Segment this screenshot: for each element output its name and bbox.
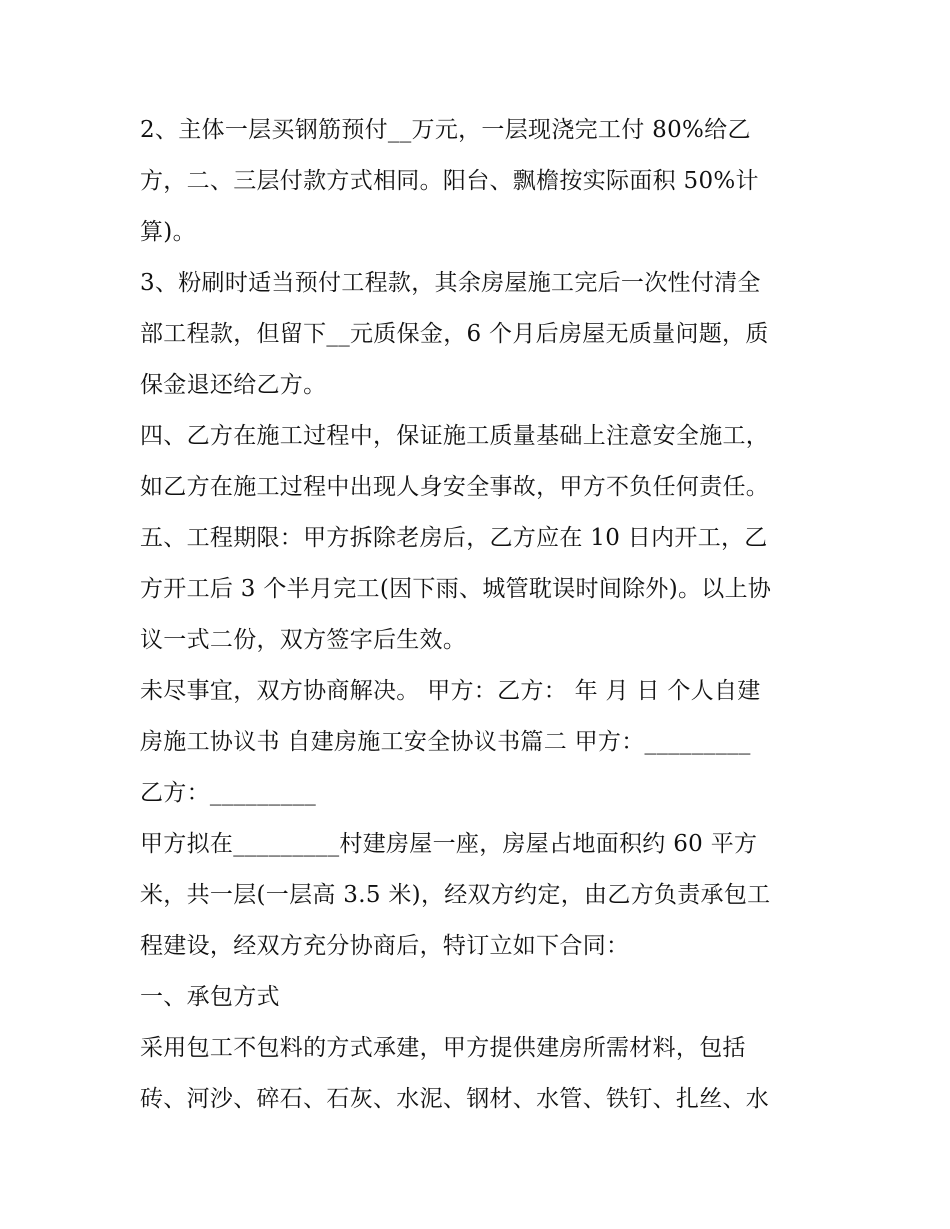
text-line: 五、工程期限：甲方拆除老房后，乙方应在 10 日内开工，乙 [140, 525, 768, 551]
text-line: 议一式二份，双方签字后生效。 [140, 627, 467, 653]
text-line: 采用包工不包料的方式承建，甲方提供建房所需材料，包括 [140, 1035, 746, 1061]
text-line: 程建设，经双方充分协商后，特订立如下合同： [140, 933, 630, 959]
section-heading: 一、承包方式 [140, 984, 280, 1010]
text-line: 米，共一层(一层高 3.5 米)，经双方约定，由乙方负责承包工 [140, 882, 771, 908]
text-line: 四、乙方在施工过程中，保证施工质量基础上注意安全施工， [140, 423, 770, 449]
document-body [140, 105, 830, 1125]
text-line: 乙方：_________ [140, 780, 317, 806]
text-line: 2、主体一层买钢筋预付__万元，一层现浇完工付 80%给乙 [140, 117, 751, 143]
text-line: 保金退还给乙方。 [140, 372, 327, 398]
text-line: 方开工后 3 个半月完工(因下雨、城管耽误时间除外)。以上协 [140, 576, 772, 602]
text-line: 砖、河沙、碎石、石灰、水泥、钢材、水管、铁钉、扎丝、水 [140, 1086, 770, 1112]
text-line: 算)。 [140, 219, 196, 245]
text-line: 如乙方在施工过程中出现人身安全事故，甲方不负任何责任。 [140, 474, 770, 500]
text-line: 部工程款，但留下__元质保金，6 个月后房屋无质量问题，质 [140, 321, 769, 347]
text-line: 房施工协议书 自建房施工安全协议书篇二 甲方：_________ [140, 729, 751, 755]
text-line: 3、粉刷时适当预付工程款，其余房屋施工完后一次性付清全 [140, 270, 761, 296]
text-line: 未尽事宜，双方协商解决。 甲方：乙方： 年 月 日 个人自建 [140, 678, 761, 704]
text-line: 方，二、三层付款方式相同。阳台、飘檐按实际面积 50%计 [140, 168, 759, 194]
text-line: 甲方拟在_________村建房屋一座，房屋占地面积约 60 平方 [140, 831, 758, 857]
